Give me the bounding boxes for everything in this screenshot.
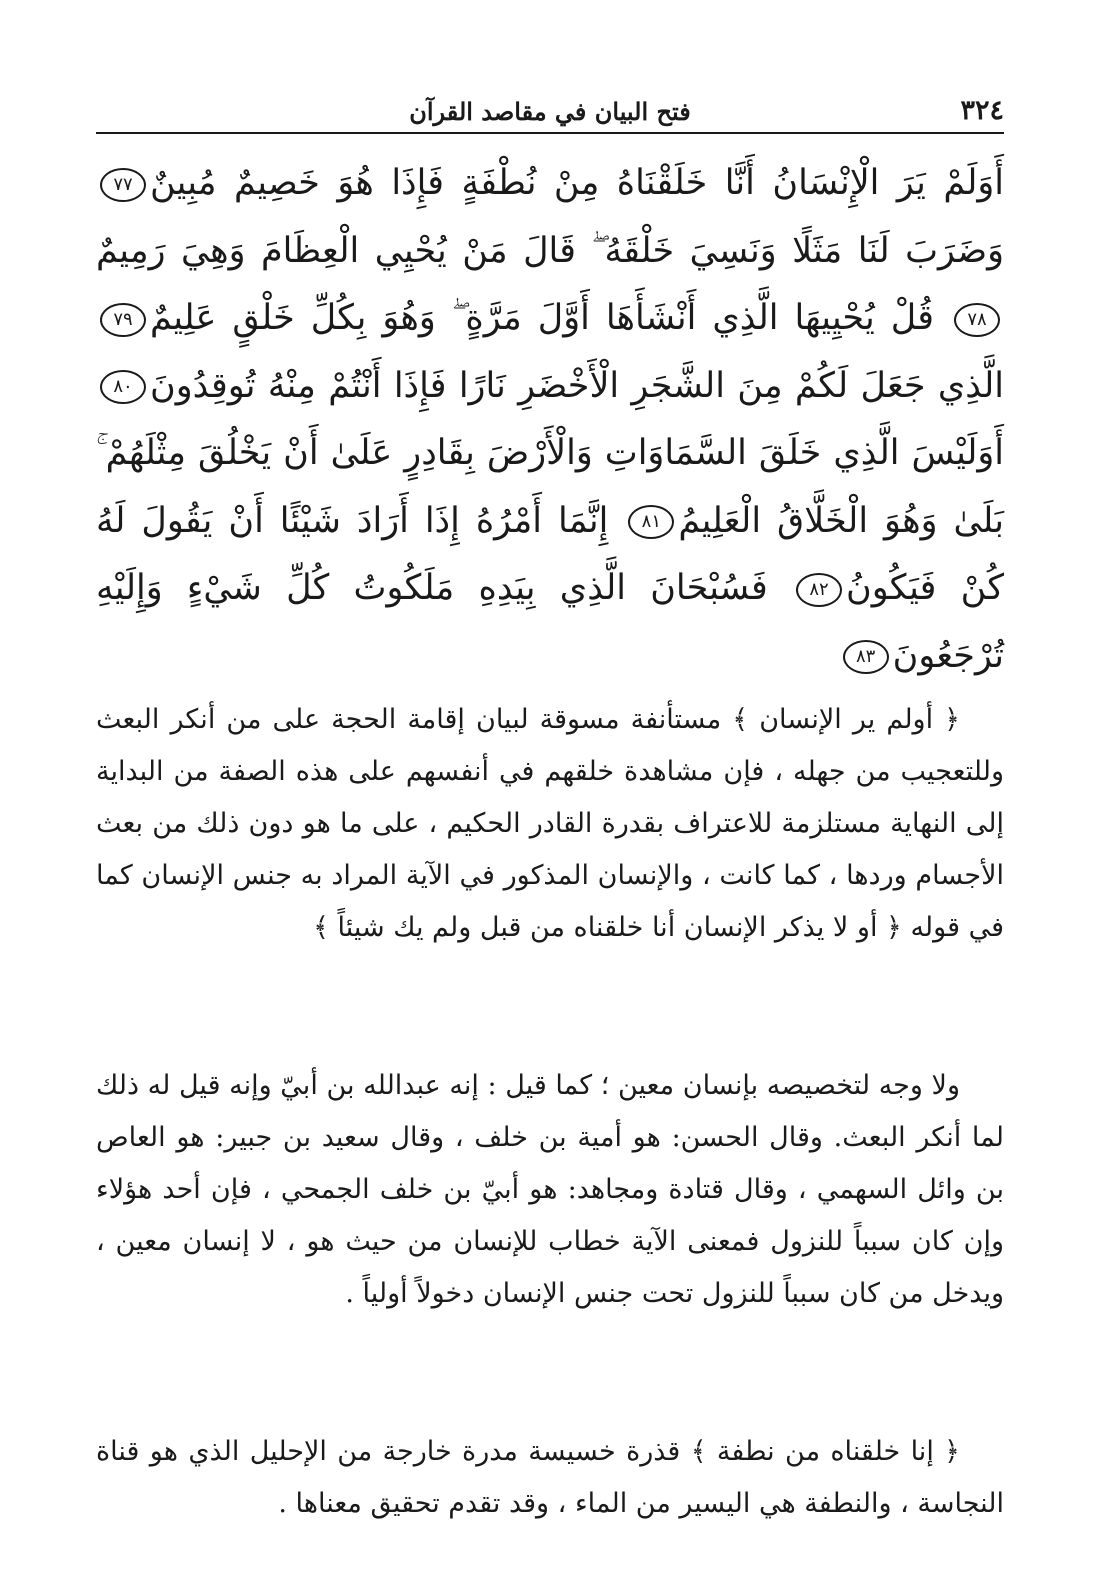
ayah-text: قُلْ يُحْيِيهَا الَّذِي أَنْشَأَهَا أَوَّلَ مَرَّةٍ ۖ وَهُوَ بِكُلِّ خَلْقٍ عَلِيمٌ	[150, 298, 934, 338]
ayah-text: الَّذِي جَعَلَ لَكُمْ مِنَ الشَّجَرِ الْأَخْضَرِ نَارًا فَإِذَا أَنْتُمْ مِنْهُ تُوقِدُونَ	[150, 365, 1004, 406]
tafsir-paragraph	[96, 1060, 1004, 1320]
ayah-text: أَوَلَيْسَ الَّذِي خَلَقَ السَّمَاوَاتِ وَالْأَرْضَ بِقَادِرٍ عَلَىٰ أَنْ يَخْلُقَ مِثْلَهُمْ ۚ بَلَىٰ وَهُوَ الْخَلَّاقُ الْعَلِيمُ	[96, 433, 1004, 541]
quran-text-block	[96, 150, 1004, 690]
ayah-text: إِنَّمَا أَمْرُهُ إِذَا أَرَادَ شَيْئًا أَنْ يَقُولَ لَهُ كُنْ فَيَكُونُ	[96, 500, 1004, 608]
tafsir-paragraph	[96, 1426, 1004, 1530]
tafsir-paragraph	[96, 694, 1004, 954]
ayah-number: ٧٧	[100, 168, 146, 202]
tafsir-paragraph-text: ﴿ إنا خلقناه من نطفة ﴾ قذرة خسيسة مدرة خارجة من الإحليل الذي هو قناة النجاسة ، والنطفة هي اليسير من الماء ، وقد تقدم تحقيق معناها .	[96, 1436, 1004, 1519]
ayah-number: ٧٩	[100, 303, 146, 337]
ayah-number: ٧٨	[954, 303, 1000, 337]
ayah-text: وَضَرَبَ لَنَا مَثَلًا وَنَسِيَ خَلْقَهُ ۖ قَالَ مَنْ يُحْيِي الْعِظَامَ وَهِيَ رَمِيمٌ	[96, 230, 1004, 271]
page-header	[96, 88, 1004, 134]
book-title: فتح البيان في مقاصد القرآن	[409, 97, 691, 126]
tafsir-paragraph-text: ولا وجه لتخصيصه بإنسان معين ؛ كما قيل : إنه عبدالله بن أبيّ وإنه قيل له ذلك لما أنكر البعث. وقال الحسن: هو أمية بن خلف ، وقال سعيد بن جبير: هو العاص بن وائل السهمي ، وقال قتادة ومجاهد: هو أبيّ بن خلف الجمحي ، فإن أحد هؤلاء وإن كان سبباً للنزول فمعنى الآية خطاب للإنسان من حيث هو ، لا إنسان معين ، ويدخل من كان سبباً للنزول تحت جنس الإنسان دخولاً أولياً .	[96, 1070, 1004, 1309]
ayah-number: ٨٠	[100, 370, 146, 404]
tafsir-paragraph-text: ﴿ أولم ير الإنسان ﴾ مستأنفة مسوقة لبيان إقامة الحجة على من أنكر البعث وللتعجيب من جهله ، فإن مشاهدة خلقهم في أنفسهم على هذه الصفة من البداية إلى النهاية مستلزمة للاعتراف بقدرة القادر الحكيم ، على ما هو دون ذلك من بعث الأجسام وردها ، كما كانت ، والإنسان المذكور في الآية المراد به جنس الإنسان كما في قوله ﴿ أو لا يذكر الإنسان أنا خلقناه من قبل ولم يك شيئاً ﴾	[96, 704, 1004, 943]
ayah-text: فَسُبْحَانَ الَّذِي بِيَدِهِ مَلَكُوتُ كُلِّ شَيْءٍ وَإِلَيْهِ تُرْجَعُونَ	[96, 568, 1004, 676]
ayah-number: ٨١	[628, 505, 674, 539]
ayah-number: ٨٢	[796, 573, 842, 607]
ayah-number: ٨٣	[843, 640, 889, 674]
page-number: ٣٢٤	[960, 95, 1004, 126]
ayah-text: أَوَلَمْ يَرَ الْإِنْسَانُ أَنَّا خَلَقْنَاهُ مِنْ نُطْفَةٍ فَإِذَا هُوَ خَصِيمٌ مُبِينٌ	[150, 163, 1004, 203]
